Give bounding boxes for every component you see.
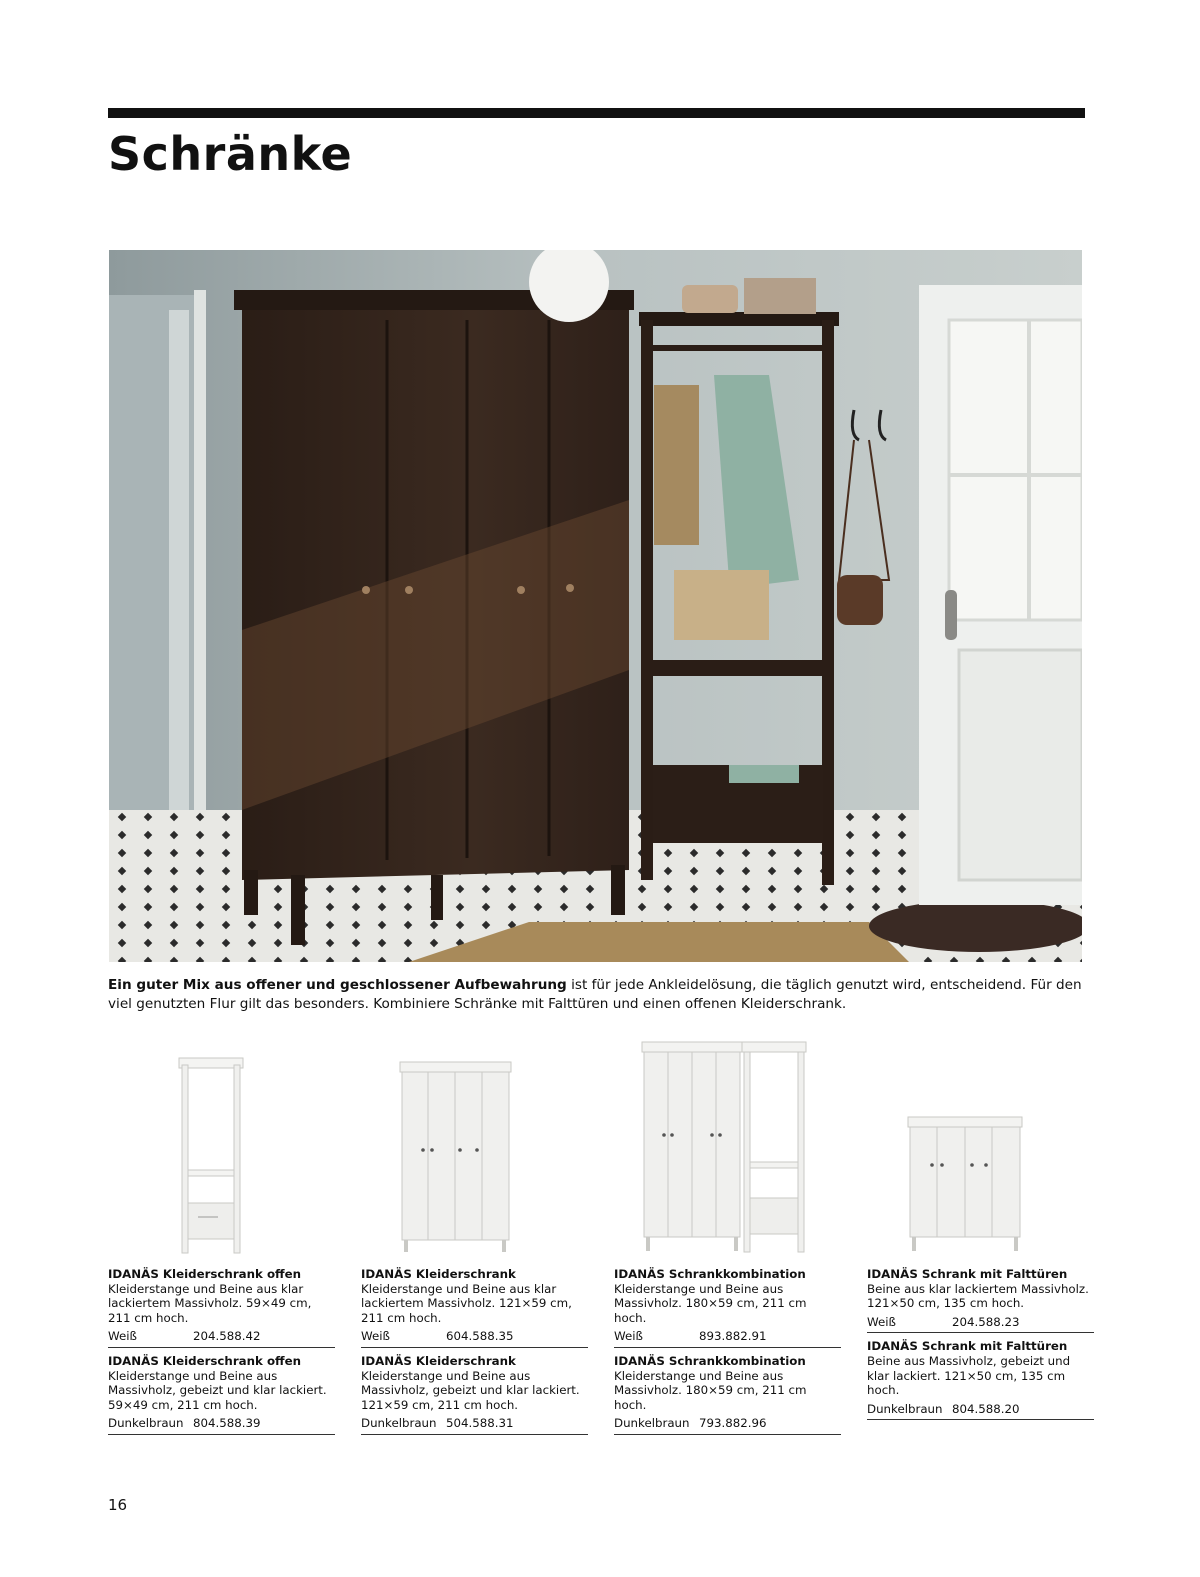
page-title: Schränke [108, 127, 353, 181]
article-number: 793.882.96 [699, 1416, 767, 1431]
product-color: Weiß [867, 1314, 896, 1329]
product-name: IDANÄS Kleiderschrank offen [108, 1353, 302, 1368]
product-description: Beine aus Massivholz, gebeizt und klar lackiert. 121×50 cm, 135 cm hoch. [867, 1353, 1071, 1398]
product-name: IDANÄS Kleiderschrank [361, 1267, 516, 1281]
article-number: 204.588.42 [193, 1329, 261, 1344]
product-entry [361, 1354, 588, 1435]
article-number: 204.588.23 [952, 1314, 1020, 1329]
intro-lead: Ein guter Mix aus offener und geschlossener Aufbewahrung [108, 977, 567, 993]
article-number: 893.882.91 [699, 1329, 767, 1344]
top-rule [108, 108, 1085, 118]
product-description: Kleiderstange und Beine aus klar lackiertem Massivholz. 121×59 cm, 211 cm hoch. [361, 1281, 572, 1325]
hero-photo [109, 250, 1082, 962]
product-description: Kleiderstange und Beine aus klar lackiertem Massivholz. 59×49 cm, 211 cm hoch. [108, 1281, 312, 1325]
product-color: Weiß [361, 1329, 390, 1344]
product-open-wardrobe [108, 1267, 335, 1435]
article-number: 604.588.35 [446, 1329, 514, 1344]
product-color: Weiß [108, 1329, 137, 1344]
product-entry [108, 1267, 335, 1348]
product-description: Kleiderstange und Beine aus Massivholz, gebeizt und klar lackiert. 121×59 cm, 211 cm hoch. [361, 1368, 580, 1412]
product-name: IDANÄS Schrank mit Falttüren [867, 1339, 1068, 1354]
product-description: Kleiderstange und Beine aus Massivholz, gebeizt und klar lackiert. 59×49 cm, 211 cm hoch. [108, 1368, 327, 1412]
product-color: Dunkelbraun [614, 1416, 690, 1431]
product-color: Dunkelbraun [361, 1416, 437, 1431]
product-entry [108, 1354, 335, 1435]
article-number: 804.588.39 [193, 1416, 261, 1431]
product-entry [867, 1267, 1094, 1333]
product-color: Dunkelbraun [867, 1401, 943, 1416]
hero-illustration [109, 250, 1082, 962]
product-description: Beine aus klar lackiertem Massivholz. 121×50 cm, 135 cm hoch. [867, 1281, 1089, 1311]
product-entry [361, 1267, 588, 1348]
product-color: Dunkelbraun [108, 1416, 184, 1431]
product-wardrobe [361, 1267, 588, 1435]
product-name: IDANÄS Kleiderschrank offen [108, 1267, 302, 1281]
wardrobe-thumbnail [398, 1060, 513, 1255]
product-name: IDANÄS Schrankkombination [614, 1353, 806, 1368]
product-color: Weiß [614, 1329, 643, 1344]
article-number: 504.588.31 [446, 1416, 514, 1431]
product-name: IDANÄS Schrank mit Falttüren [867, 1267, 1068, 1281]
cabinet-thumbnail [906, 1115, 1024, 1255]
product-entry [867, 1339, 1094, 1420]
product-entry [614, 1267, 841, 1348]
product-entry [614, 1354, 841, 1435]
product-wardrobe-combination [614, 1267, 841, 1435]
product-cabinet-folding-doors [867, 1267, 1094, 1420]
product-name: IDANÄS Schrankkombination [614, 1267, 806, 1281]
product-description: Kleiderstange und Beine aus Massivholz. 180×59 cm, 211 cm hoch. [614, 1281, 807, 1325]
product-name: IDANÄS Kleiderschrank [361, 1353, 516, 1368]
page-number: 16 [108, 1496, 128, 1514]
wardrobe-combination-thumbnail [640, 1040, 808, 1255]
product-description: Kleiderstange und Beine aus Massivholz. 180×59 cm, 211 cm hoch. [614, 1368, 807, 1412]
article-number: 804.588.20 [952, 1401, 1020, 1416]
intro-text [108, 976, 1083, 1014]
open-wardrobe-thumbnail [176, 1055, 246, 1255]
intro-body: ist für jede Ankleidelösung, die täglich genutzt wird, entscheidend. Für den viel genutzten Flur gilt das besonders. Kombiniere Schränke mit Falttüren und einen offenen Kleiderschrank. [108, 977, 1082, 1012]
